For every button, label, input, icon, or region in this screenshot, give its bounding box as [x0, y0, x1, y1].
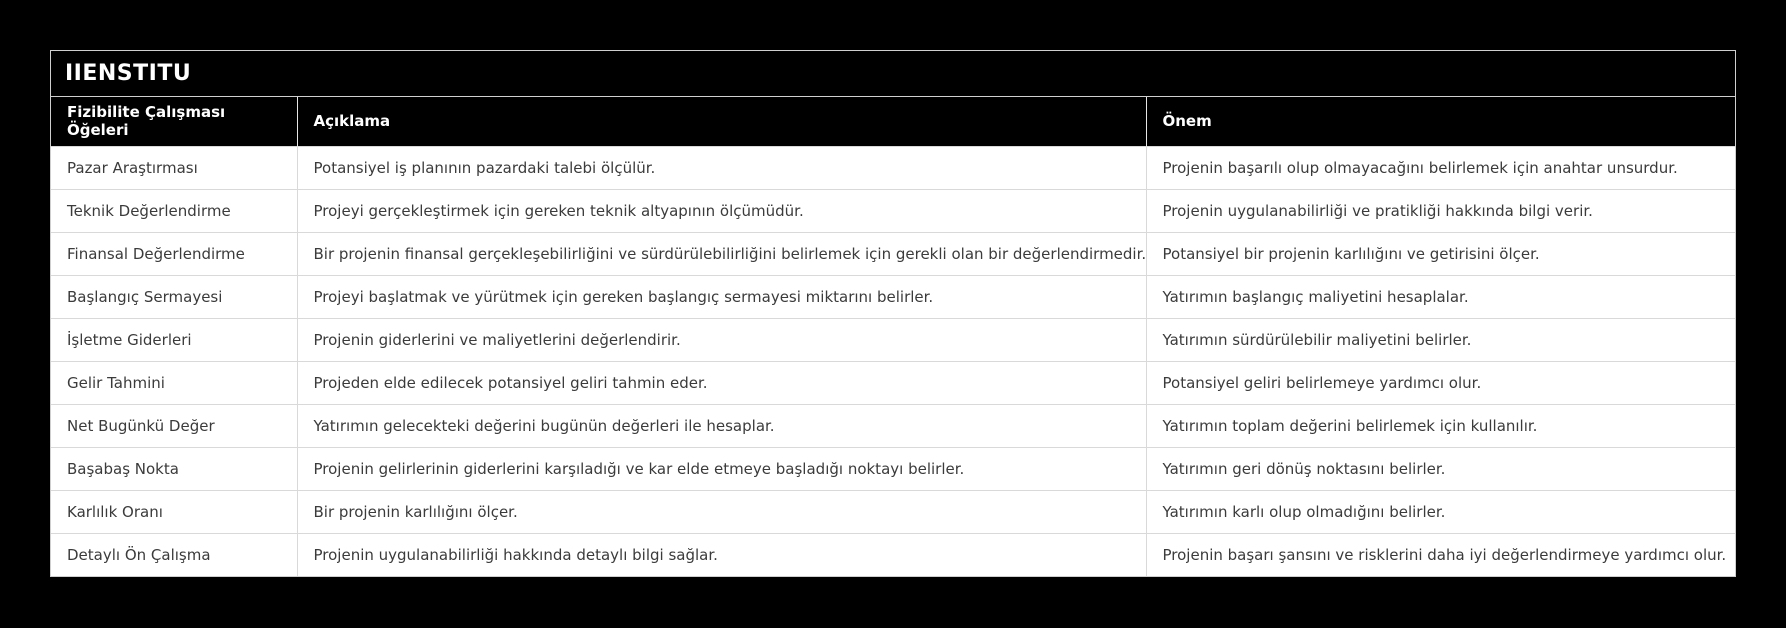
cell-description: Projenin gelirlerinin giderlerini karşıladığı ve kar elde etmeye başladığı noktayı belirler. [297, 447, 1146, 490]
cell-importance: Yatırımın karlı olup olmadığını belirler. [1146, 490, 1736, 533]
table-row [51, 146, 1736, 189]
cell-item: Başabaş Nokta [51, 447, 297, 490]
table-body [51, 146, 1736, 576]
table-row [51, 404, 1736, 447]
cell-importance: Yatırımın başlangıç maliyetini hesaplalar. [1146, 275, 1736, 318]
cell-description: Yatırımın gelecekteki değerini bugünün değerleri ile hesaplar. [297, 404, 1146, 447]
cell-item: Finansal Değerlendirme [51, 232, 297, 275]
table-row [51, 189, 1736, 232]
column-header-importance: Önem [1146, 97, 1736, 146]
cell-importance: Potansiyel bir projenin karlılığını ve getirisini ölçer. [1146, 232, 1736, 275]
cell-description: Projeyi başlatmak ve yürütmek için gereken başlangıç sermayesi miktarını belirler. [297, 275, 1146, 318]
cell-importance: Projenin uygulanabilirliği ve pratikliği hakkında bilgi verir. [1146, 189, 1736, 232]
cell-item: Karlılık Oranı [51, 490, 297, 533]
feasibility-table [51, 97, 1736, 576]
cell-item: İşletme Giderleri [51, 318, 297, 361]
cell-description: Projeyi gerçekleştirmek için gereken teknik altyapının ölçümüdür. [297, 189, 1146, 232]
cell-importance: Projenin başarılı olup olmayacağını belirlemek için anahtar unsurdur. [1146, 146, 1736, 189]
page-title: IIENSTITU [51, 51, 1735, 97]
cell-importance: Yatırımın sürdürülebilir maliyetini belirler. [1146, 318, 1736, 361]
table-row [51, 318, 1736, 361]
cell-importance: Projenin başarı şansını ve risklerini daha iyi değerlendirmeye yardımcı olur. [1146, 533, 1736, 576]
cell-importance: Yatırımın geri dönüş noktasını belirler. [1146, 447, 1736, 490]
cell-description: Potansiyel iş planının pazardaki talebi ölçülür. [297, 146, 1146, 189]
feasibility-panel [50, 50, 1736, 577]
cell-description: Projenin uygulanabilirliği hakkında detaylı bilgi sağlar. [297, 533, 1146, 576]
table-header [51, 97, 1736, 146]
table-row [51, 447, 1736, 490]
table-row [51, 490, 1736, 533]
table-row [51, 533, 1736, 576]
cell-description: Projeden elde edilecek potansiyel geliri tahmin eder. [297, 361, 1146, 404]
cell-description: Bir projenin finansal gerçekleşebilirliğini ve sürdürülebilirliğini belirlemek için gerekli olan bir değerlendirmedir. [297, 232, 1146, 275]
cell-description: Projenin giderlerini ve maliyetlerini değerlendirir. [297, 318, 1146, 361]
table-row [51, 275, 1736, 318]
table-row [51, 232, 1736, 275]
table-row [51, 361, 1736, 404]
column-header-description: Açıklama [297, 97, 1146, 146]
table-header-row [51, 97, 1736, 146]
cell-importance: Yatırımın toplam değerini belirlemek için kullanılır. [1146, 404, 1736, 447]
cell-item: Gelir Tahmini [51, 361, 297, 404]
cell-item: Pazar Araştırması [51, 146, 297, 189]
cell-item: Detaylı Ön Çalışma [51, 533, 297, 576]
cell-item: Teknik Değerlendirme [51, 189, 297, 232]
cell-item: Başlangıç Sermayesi [51, 275, 297, 318]
cell-item: Net Bugünkü Değer [51, 404, 297, 447]
column-header-item: Fizibilite Çalışması Öğeleri [51, 97, 297, 146]
cell-importance: Potansiyel geliri belirlemeye yardımcı olur. [1146, 361, 1736, 404]
cell-description: Bir projenin karlılığını ölçer. [297, 490, 1146, 533]
